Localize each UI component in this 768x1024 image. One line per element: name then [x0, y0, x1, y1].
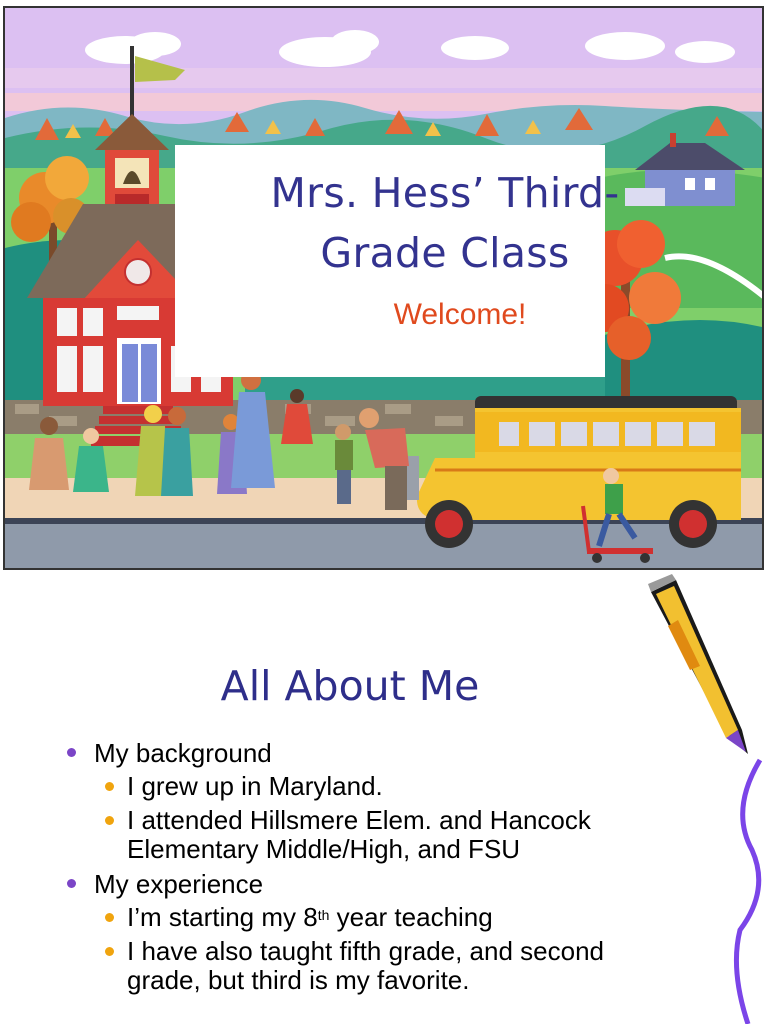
ordinal-suffix: th — [317, 907, 330, 923]
slide-heading: All About Me — [220, 662, 480, 710]
sub-bullet-item: I have also taught fifth grade, and second grade, but third is my favorite. — [64, 937, 684, 995]
title-slide — [3, 6, 764, 570]
bullet-item: My background — [64, 738, 704, 768]
slide-title-line-2: Grade Class — [320, 229, 570, 277]
about-me-slide — [0, 570, 768, 1024]
slide-title-line-1: Mrs. Hess’ Third- — [270, 169, 620, 217]
bullet-item: My experience — [64, 869, 704, 899]
sub-bullet-item — [64, 903, 704, 932]
sub-bullet-item: I attended Hillsmere Elem. and Hancock Elementary Middle/High, and FSU — [64, 806, 684, 864]
pencil-icon — [648, 574, 748, 754]
bullet-list — [64, 738, 704, 1000]
sub-bullet-text: year teaching — [329, 902, 493, 932]
sub-bullet-text: I’m starting my 8 — [127, 902, 318, 932]
sub-bullet-item: I grew up in Maryland. — [64, 772, 704, 801]
squiggle-line — [736, 760, 760, 1024]
welcome-subtitle: Welcome! — [393, 298, 527, 331]
